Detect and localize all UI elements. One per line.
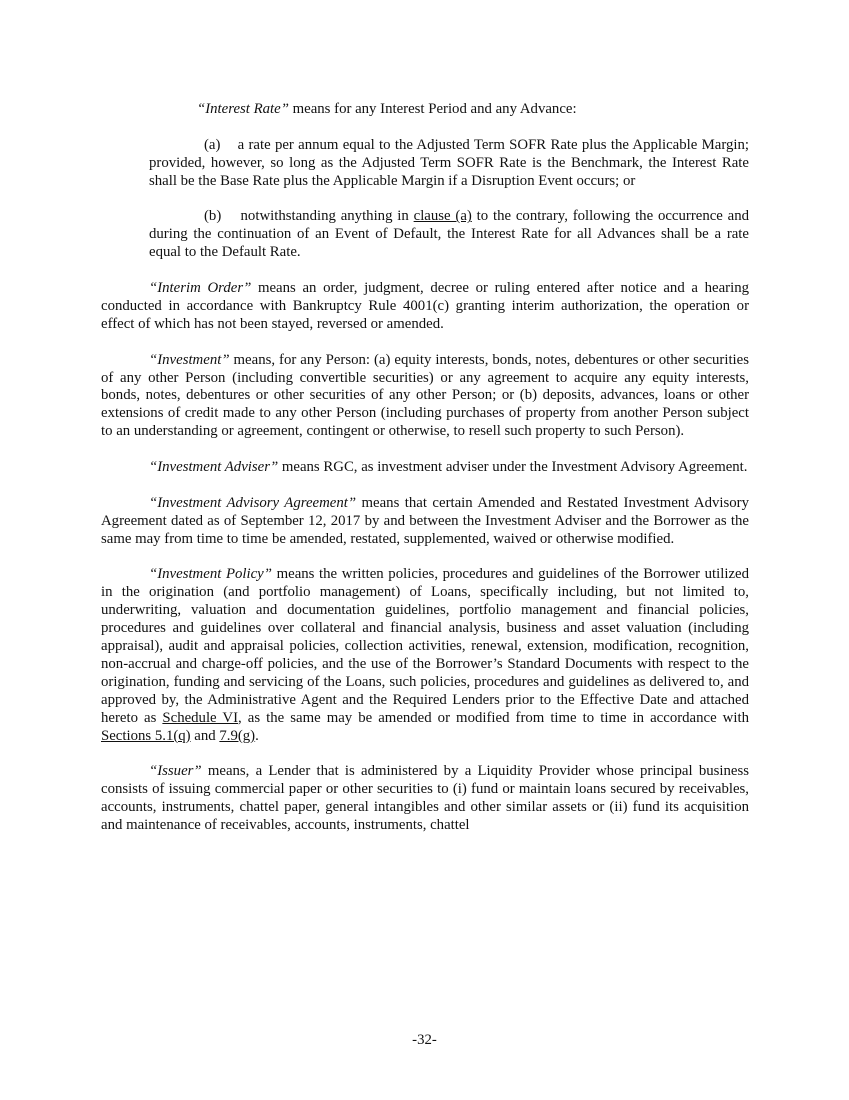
definition-text: means, a Lender that is administered by a Liquidity Provider whose principal business consists of issuing commercial paper or other securities to (i) fund or maintain loans secured by receivables, accounts, instruments, chattel paper, general intangibles and other similar assets or (ii) fund its acquisition and maintenance of receivables, accounts, instruments, chattel xyxy=(101,763,749,834)
clause-text: to the contrary, following the occurrence and during the continuation of an Event of Default, the Interest Rate for all Advances shall be a rate equal to the Default Rate. xyxy=(149,208,750,261)
definition-text: means for any Interest Period and any Advance: xyxy=(288,101,577,117)
clause-label: (b) xyxy=(204,208,222,225)
cross-reference: 7.9(g) xyxy=(219,727,256,744)
definition-interim-order xyxy=(101,280,749,334)
defined-term: “Investment Advisory Agreement” xyxy=(149,494,357,511)
definition-investment-advisory-agreement xyxy=(101,495,749,549)
defined-term: “Interim Order” xyxy=(149,280,252,297)
definition-text: means the written policies, procedures and guidelines of the Borrower utilized in the origination (and portfolio management) of Loans, specifically including, but not limited to, underwriting, valuation and documentation guidelines, portfolio management and financial policies, procedures and guidelines over collateral and financial analysis, business and asset valuation (including appraisal), audit and appraisal policies, collection activities, renewal, extension, modification, recognition, non-accrual and charge-off policies, and the use of the Borrower’s Standard Documents with respect to the origination, funding and servicing of the Loans, such policies, procedures and guidelines as delivered to, and approved by, the Administrative Agent and the Required Lenders prior to the Effective Date and attached hereto as xyxy=(101,566,750,726)
definition-investment-adviser xyxy=(101,459,749,477)
definition-text: means RGC, as investment adviser under the Investment Advisory Agreement. xyxy=(278,459,748,476)
document-body xyxy=(101,101,749,835)
cross-reference: clause (a) xyxy=(413,208,472,225)
definition-text: , as the same may be amended or modified from time to time in accordance with xyxy=(238,709,749,726)
cross-reference: Schedule VI xyxy=(162,709,239,726)
definition-text: means that certain Amended and Restated Investment Advisory Agreement dated as of September 12, 2017 by and between the Investment Adviser and the Borrower as the same may from time to time be amended, restated, supplemented, waived or otherwise modified. xyxy=(101,494,749,547)
definition-text: means an order, judgment, decree or ruling entered after notice and a hearing conducted in accordance with Bankruptcy Rule 4001(c) granting interim authorization, the operation or effect of which has not been stayed, reversed or amended. xyxy=(101,280,749,332)
clause-a xyxy=(149,137,749,191)
defined-term: “Investment Adviser” xyxy=(149,459,279,476)
clause-text: a rate per annum equal to the Adjusted Term SOFR Rate plus the Applicable Margin; provided, however, so long as the Adjusted Term SOFR Rate is the Benchmark, the Interest Rate shall be the Base Rate plus the Applicable Margin if a Disruption Event occurs; or xyxy=(149,136,750,189)
defined-term: “Issuer” xyxy=(149,763,202,780)
clause-label: (a) xyxy=(204,136,221,153)
defined-term: “Investment Policy” xyxy=(149,566,272,583)
page-number: -32- xyxy=(412,1032,437,1048)
definition-interest-rate xyxy=(149,101,749,119)
clause-text: notwithstanding anything in xyxy=(240,208,414,225)
definition-investment xyxy=(101,352,749,442)
definition-investment-policy xyxy=(101,566,749,745)
definition-text: . xyxy=(255,727,259,744)
defined-term: “Investment” xyxy=(149,351,230,368)
defined-term: “Interest Rate” xyxy=(197,101,289,117)
definition-text: means, for any Person: (a) equity interests, bonds, notes, debentures or other securities of any other Person (including convertible securities) or any agreement to acquire any equity interests, bonds, notes, debentures or other securities of any other Person; or (b) deposits, advances, loans or other extensions of credit made to any other Person (including purchases of property from another Person subject to an understanding or agreement, contingent or otherwise, to resell such property to such Person). xyxy=(101,351,749,440)
definition-issuer xyxy=(101,763,749,835)
definition-text: and xyxy=(190,727,220,744)
cross-reference: Sections 5.1(q) xyxy=(101,727,191,744)
clause-b xyxy=(149,208,749,262)
